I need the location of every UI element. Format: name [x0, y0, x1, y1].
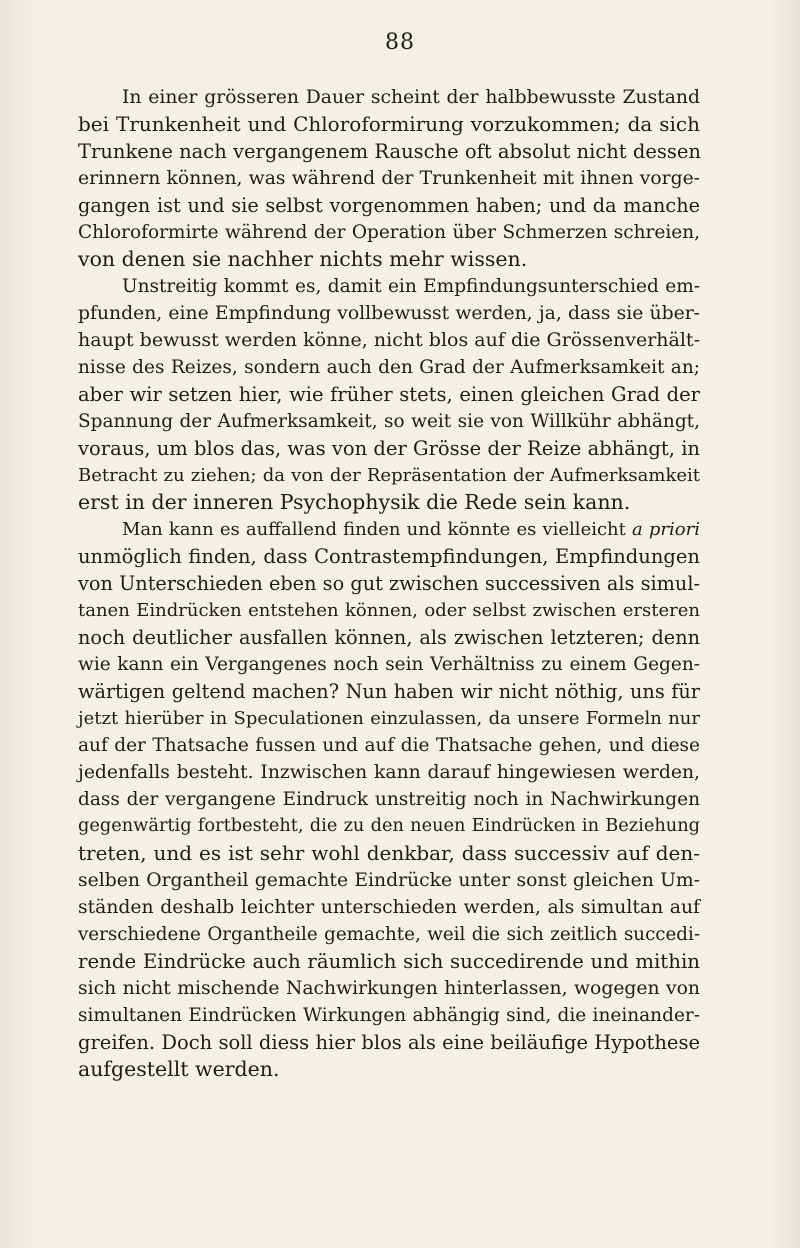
text-line: greifen. Doch soll diess hier blos als eine beiläufige Hypothese	[78, 1031, 700, 1054]
text-line: unmöglich finden, dass Contrastempfindungen, Empfindungen	[78, 545, 700, 568]
text-line-main: Man kann es auffallend finden und könnte es vielleicht	[122, 519, 626, 540]
text-line: In einer grösseren Dauer scheint der halbbewusste Zustand	[122, 87, 700, 108]
text-line: Spannung der Aufmerksamkeit, so weit sie von Willkühr abhängt,	[78, 411, 700, 432]
text-line: aufgestellt werden.	[78, 1057, 280, 1081]
italic-phrase: a priori	[632, 519, 700, 540]
text-line: Trunkene nach vergangenem Rausche oft absolut nicht dessen	[78, 140, 701, 163]
text-line: pfunden, eine Empfindung vollbewusst werden, ja, dass sie über-	[78, 303, 700, 324]
text-line: von Unterschieden eben so gut zwischen successiven als simul-	[78, 572, 700, 595]
body-text	[78, 84, 700, 1083]
text-line: jetzt hierüber in Speculationen einzulassen, da unsere Formeln nur	[78, 708, 700, 729]
text-line: auf der Thatsache fussen und auf die Thatsache gehen, und diese	[78, 735, 700, 756]
text-line: wie kann ein Vergangenes noch sein Verhältniss zu einem Gegen-	[78, 654, 700, 675]
page-number: 88	[385, 30, 415, 55]
text-line: tanen Eindrücken entstehen können, oder selbst zwischen ersteren	[78, 600, 700, 621]
text-line: Unstreitig kommt es, damit ein Empfindungsunterschied em-	[122, 276, 700, 297]
text-line: rende Eindrücke auch räumlich sich succedirende und mithin	[78, 950, 700, 973]
text-line: von denen sie nachher nichts mehr wissen.	[78, 247, 528, 271]
text-line: noch deutlicher ausfallen können, als zwischen letzteren; denn	[78, 626, 700, 649]
text-line: voraus, um blos das, was von der Grösse der Reize abhängt, in	[78, 437, 700, 460]
text-line: jedenfalls besteht. Inzwischen kann darauf hingewiesen werden,	[78, 762, 700, 783]
text-line: haupt bewusst werden könne, nicht blos auf die Grössenverhält-	[78, 329, 700, 351]
paragraph	[78, 273, 700, 516]
text-line: simultanen Eindrücken Wirkungen abhängig sind, die ineinander-	[78, 1005, 700, 1026]
text-line: treten, und es ist sehr wohl denkbar, dass successiv auf den-	[78, 841, 700, 865]
text-line	[78, 516, 700, 543]
text-line: erinnern können, was während der Trunkenheit mit ihnen vorge-	[78, 168, 700, 189]
paragraph	[78, 84, 700, 273]
text-line: Chloroformirte während der Operation über Schmerzen schreien,	[78, 222, 700, 243]
text-line: wärtigen geltend machen? Nun haben wir nicht nöthig, uns für	[78, 680, 700, 703]
text-line: sich nicht mischende Nachwirkungen hinterlassen, wogegen von	[78, 978, 700, 999]
text-line: nisse des Reizes, sondern auch den Grad der Aufmerksamkeit an;	[78, 357, 700, 378]
text-line: selben Organtheil gemachte Eindrücke unter sonst gleichen Um-	[78, 870, 700, 891]
text-line: Betracht zu ziehen; da von der Repräsentation der Aufmerksamkeit	[78, 465, 700, 486]
text-line: bei Trunkenheit und Chloroformirung vorzukommen; da sich	[78, 112, 700, 136]
text-line: ständen deshalb leichter unterschieden werden, als simultan auf	[78, 897, 700, 918]
text-line: dass der vergangene Eindruck unstreitig noch in Nachwirkungen	[78, 789, 700, 810]
text-line: verschiedene Organtheile gemachte, weil die sich zeitlich succedi-	[78, 924, 700, 945]
text-line: aber wir setzen hier, wie früher stets, einen gleichen Grad der	[78, 383, 700, 406]
text-line: gangen ist und sie selbst vorgenommen haben; und da manche	[78, 194, 700, 217]
paragraph	[78, 516, 700, 1083]
text-line: erst in der inneren Psychophysik die Rede sein kann.	[78, 490, 631, 514]
text-line: gegenwärtig fortbesteht, die zu den neuen Eindrücken in Beziehung	[78, 816, 700, 836]
